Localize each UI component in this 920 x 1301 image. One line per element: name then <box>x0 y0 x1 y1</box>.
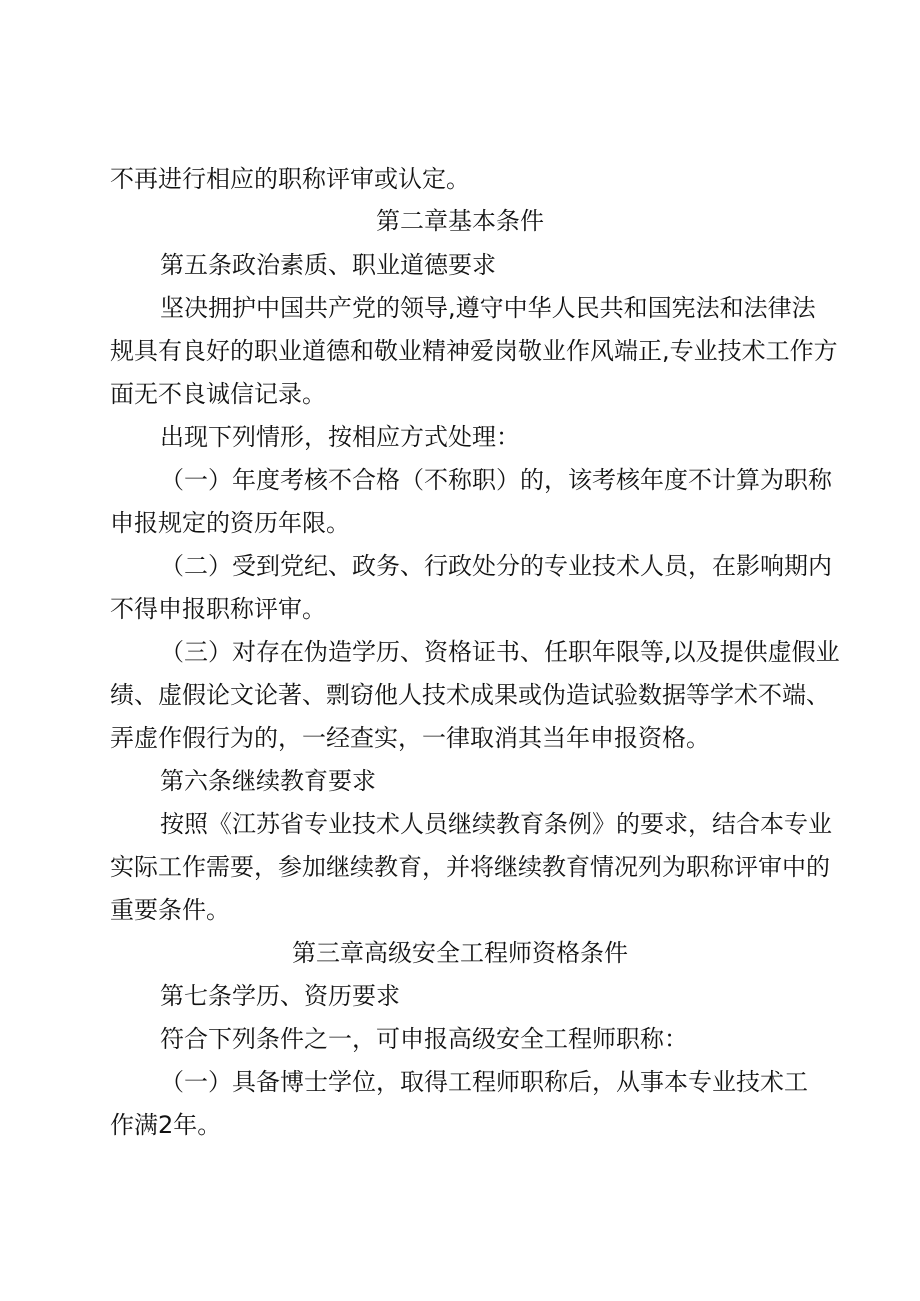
list-item-line: 申报规定的资历年限。 <box>110 509 350 537</box>
paragraph-line: 不再进行相应的职称评审或认定。 <box>110 165 470 193</box>
list-item-line: （二）受到党纪、政务、行政处分的专业技术人员，在影响期内 <box>160 552 832 580</box>
paragraph-line: 符合下列条件之一，可申报高级安全工程师职称： <box>160 1025 688 1053</box>
article-heading: 第七条学历、资历要求 <box>160 982 400 1010</box>
chapter-heading: 第三章高级安全工程师资格条件 <box>292 939 628 967</box>
list-item-line: 弄虚作假行为的，一经查实，一律取消其当年申报资格。 <box>110 724 710 752</box>
paragraph-line: 规具有良好的职业道德和敬业精神爱岗敬业作风端正,专业技术工作方 <box>110 337 838 365</box>
list-item-line: （一）具备博士学位，取得工程师职称后，从事本专业技术工 <box>160 1068 808 1096</box>
chapter-heading: 第二章基本条件 <box>376 207 544 235</box>
list-item-line: 绩、虚假论文论著、剽窃他人技术成果或伪造试验数据等学术不端、 <box>110 681 830 709</box>
paragraph-line: 坚决拥护中国共产党的领导,遵守中华人民共和国宪法和法律法 <box>160 294 816 322</box>
paragraph-line: 按照《江苏省专业技术人员继续教育条例》的要求，结合本专业 <box>160 810 832 838</box>
article-heading: 第五条政治素质、职业道德要求 <box>160 251 496 279</box>
paragraph-line: 出现下列情形，按相应方式处理： <box>160 423 520 451</box>
paragraph-line: 重要条件。 <box>110 896 230 924</box>
list-item-line: （三）对存在伪造学历、资格证书、任职年限等,以及提供虚假业 <box>160 638 840 666</box>
article-heading: 第六条继续教育要求 <box>160 767 376 795</box>
list-item-line: （一）年度考核不合格（不称职）的，该考核年度不计算为职称 <box>160 466 832 494</box>
list-item-line: 作满2年。 <box>110 1111 222 1139</box>
paragraph-line: 面无不良诚信记录。 <box>110 380 326 408</box>
list-item-line: 不得申报职称评审。 <box>110 595 326 623</box>
paragraph-line: 实际工作需要，参加继续教育，并将继续教育情况列为职称评审中的 <box>110 853 830 881</box>
